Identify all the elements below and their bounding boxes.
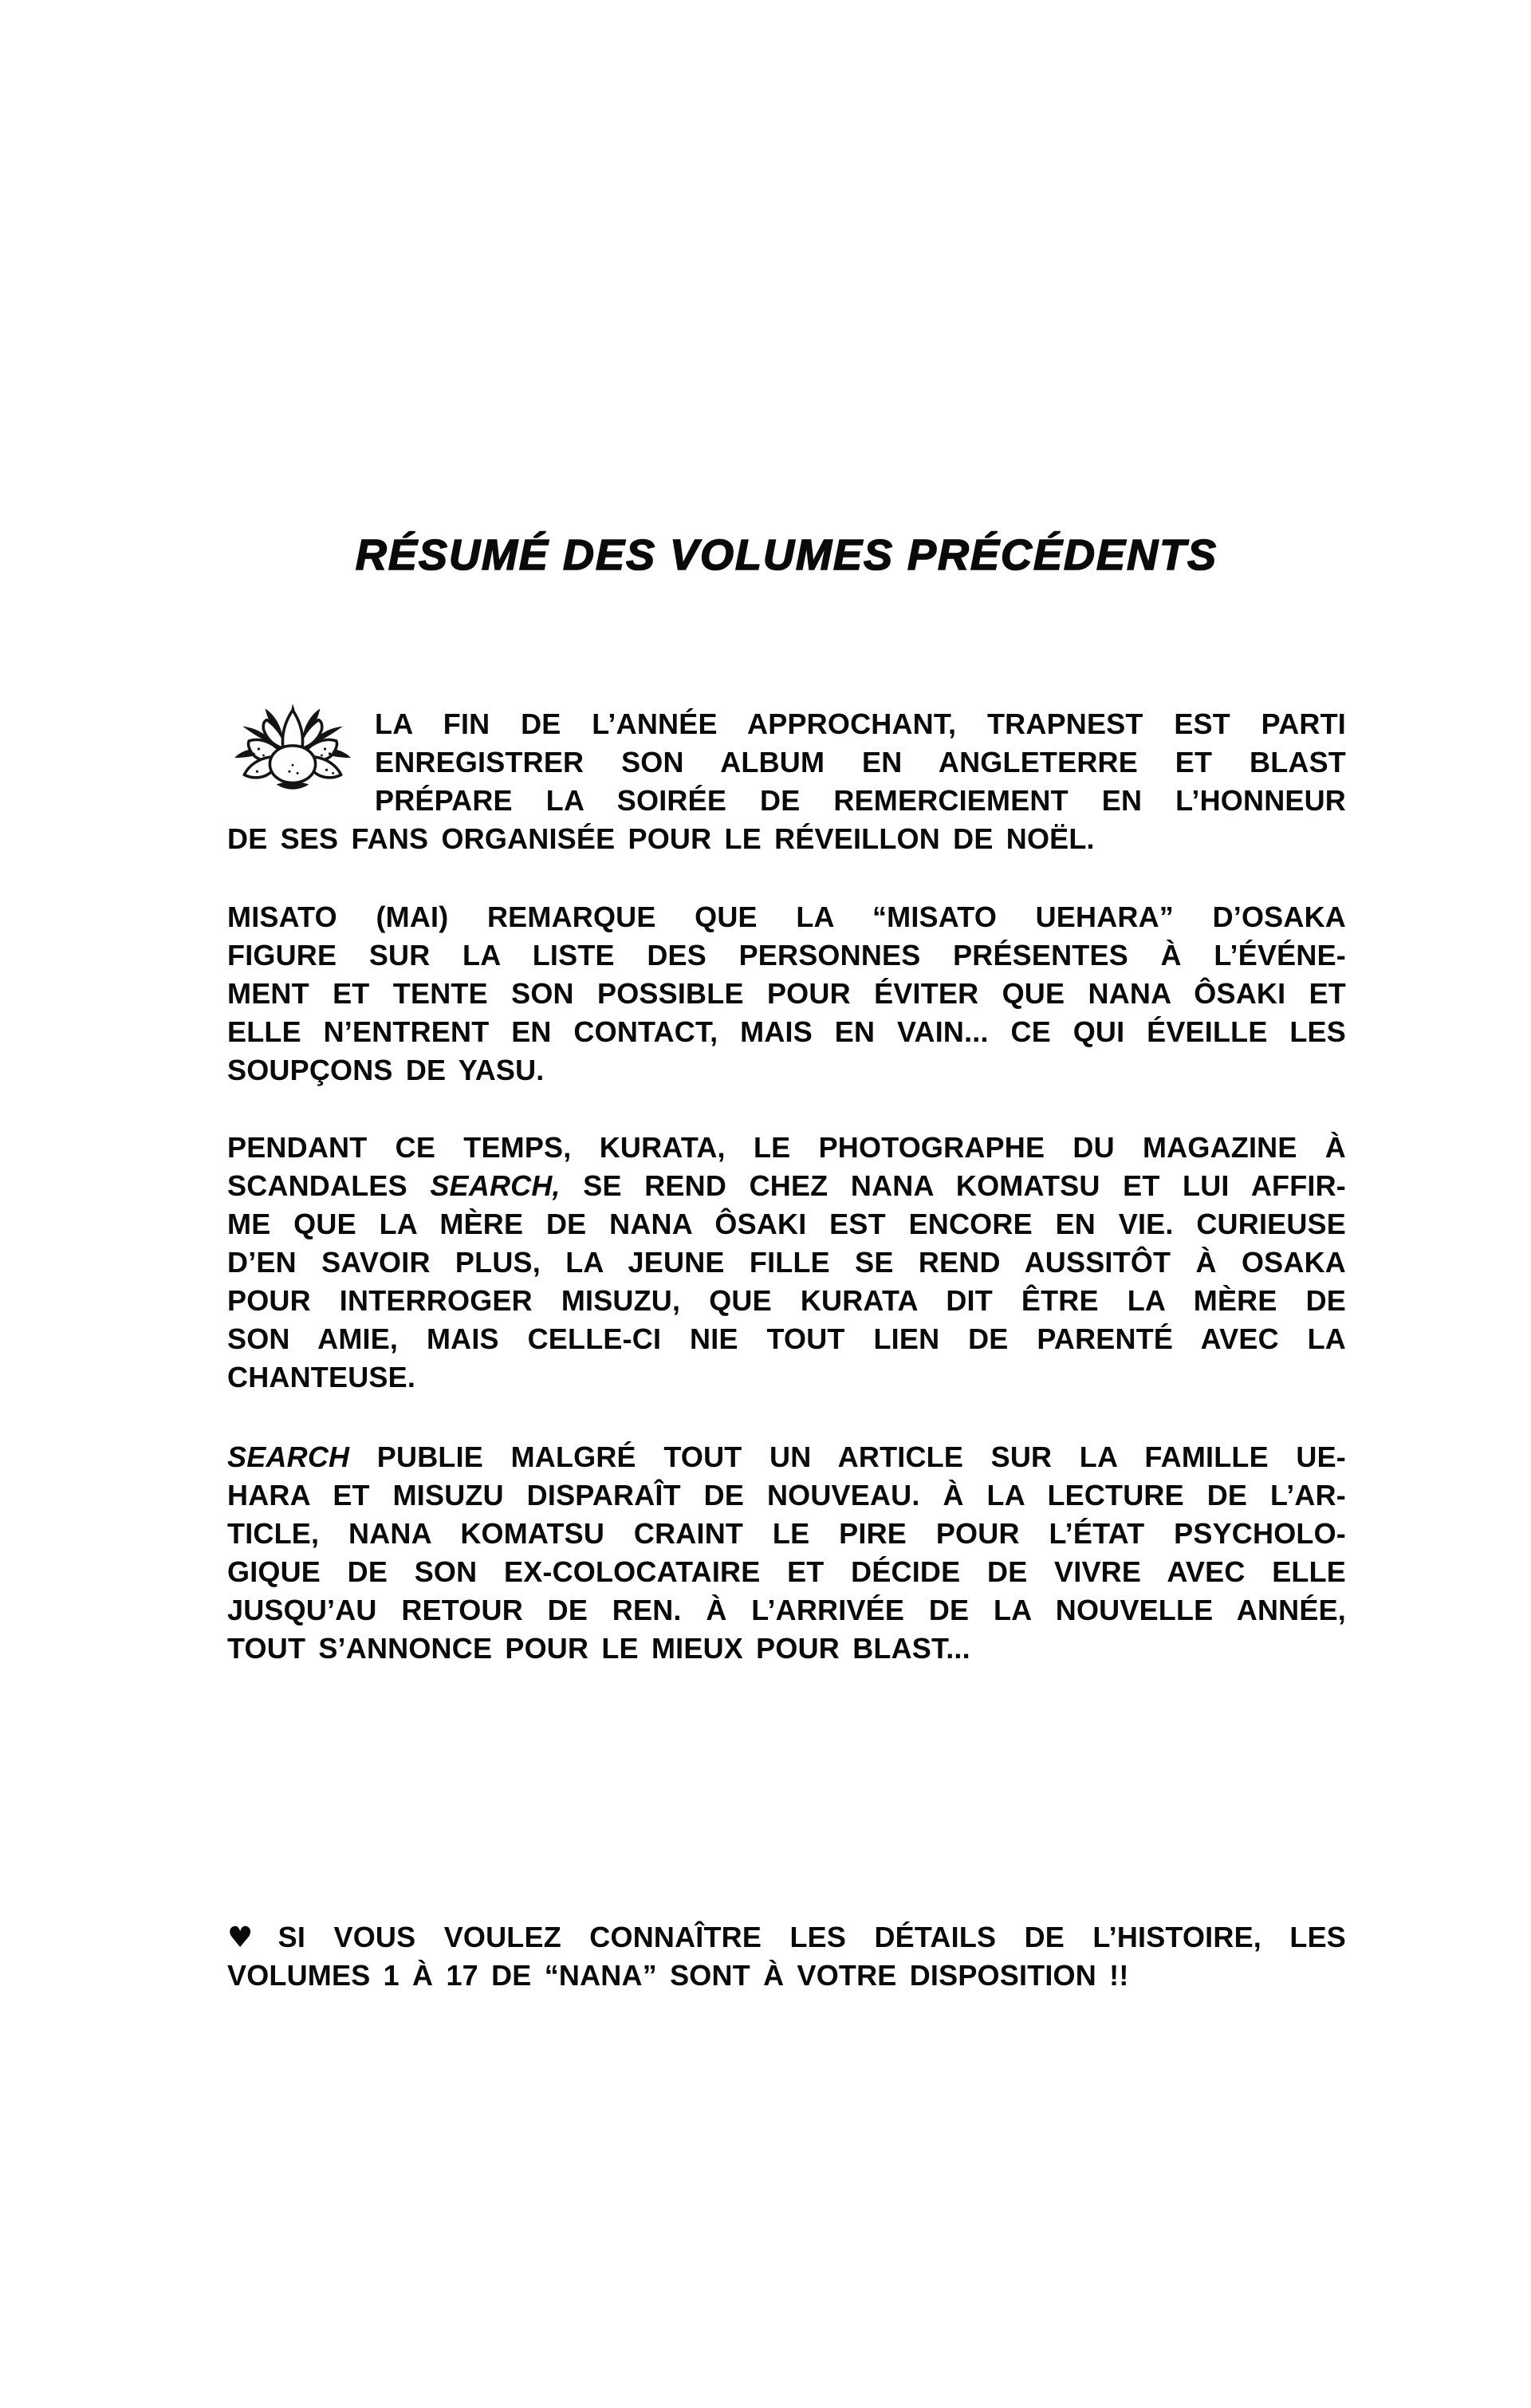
text-segment: SON AMIE, MAIS CELLE-CI NIE TOUT LIEN DE PARENTÉ AVEC LA: [227, 1322, 1346, 1355]
text-line: [227, 1553, 1346, 1591]
text-segment: POUR INTERROGER MISUZU, QUE KURATA DIT ÊTRE LA MÈRE DE: [227, 1284, 1346, 1317]
text-line: [227, 1515, 1346, 1553]
text-line: [227, 1167, 1346, 1205]
text-line: [227, 1129, 1346, 1167]
text-segment: VOLUMES 1 À 17 DE “NANA” SONT À VOTRE DISPOSITION !!: [227, 1959, 1129, 1992]
text-line: [227, 898, 1346, 936]
text-line: [227, 1358, 1346, 1397]
text-line: [227, 1591, 1346, 1630]
text-line: [227, 975, 1346, 1013]
text-segment: ENREGISTRER SON ALBUM EN ANGLETERRE ET BLAST: [375, 746, 1346, 778]
text-segment: SEARCH: [227, 1440, 350, 1473]
text-line: [227, 1243, 1346, 1282]
page-title: RÉSUMÉ DES VOLUMES PRÉCÉDENTS: [355, 531, 1218, 579]
text-line: [227, 1051, 1346, 1090]
text-line: [227, 1205, 1346, 1243]
text-line: [227, 1630, 1346, 1668]
text-segment: TOUT S’ANNONCE POUR LE MIEUX POUR BLAST...: [227, 1632, 970, 1665]
text-segment: GIQUE DE SON EX-COLOCATAIRE ET DÉCIDE DE VIVRE AVEC ELLE: [227, 1555, 1346, 1588]
text-line: [227, 1320, 1346, 1358]
text-segment: ELLE N’ENTRENT EN CONTACT, MAIS EN VAIN... CE QUI ÉVEILLE LES: [227, 1015, 1346, 1048]
text-line: [227, 1476, 1346, 1515]
text-line: [375, 705, 1346, 743]
text-segment: PRÉPARE LA SOIRÉE DE REMERCIEMENT EN L’HONNEUR: [375, 784, 1346, 817]
text-line: [375, 743, 1346, 782]
text-segment: ME QUE LA MÈRE DE NANA ÔSAKI EST ENCORE EN VIE. CURIEUSE: [227, 1208, 1346, 1240]
text-segment: MENT ET TENTE SON POSSIBLE POUR ÉVITER QUE NANA ÔSAKI ET: [227, 977, 1346, 1010]
text-segment: D’EN SAVOIR PLUS, LA JEUNE FILLE SE REND AUSSITÔT À OSAKA: [227, 1246, 1346, 1279]
text-segment: SE REND CHEZ NANA KOMATSU ET LUI AFFIR-: [560, 1169, 1346, 1202]
text-segment: PENDANT CE TEMPS, KURATA, LE PHOTOGRAPHE DU MAGAZINE À: [227, 1131, 1346, 1164]
paragraph-search-article: [227, 1438, 1346, 1668]
text-segment: JUSQU’AU RETOUR DE REN. À L’ARRIVÉE DE LA NOUVELLE ANNÉE,: [227, 1594, 1346, 1626]
text-segment: HARA ET MISUZU DISPARAÎT DE NOUVEAU. À LA LECTURE DE L’AR-: [227, 1479, 1346, 1511]
text-segment: FIGURE SUR LA LISTE DES PERSONNES PRÉSENTES À L’ÉVÉNE-: [227, 939, 1346, 971]
paragraph-misato: [227, 898, 1346, 1090]
paragraph-kurata: [227, 1129, 1346, 1397]
text-line: [227, 936, 1346, 975]
text-segment: TICLE, NANA KOMATSU CRAINT LE PIRE POUR L’ÉTAT PSYCHOLO-: [227, 1517, 1346, 1550]
text-segment: PUBLIE MALGRÉ TOUT UN ARTICLE SUR LA FAMILLE UE-: [349, 1440, 1346, 1473]
text-segment: LA FIN DE L’ANNÉE APPROCHANT, TRAPNEST EST PARTI: [375, 707, 1346, 740]
paragraph-footnote: [227, 1918, 1346, 1995]
text-line: [375, 782, 1346, 820]
text-line: [227, 820, 1346, 858]
text-line: [227, 1957, 1346, 1995]
text-line: [227, 1282, 1346, 1320]
text-segment: SEARCH,: [430, 1169, 561, 1202]
heart-icon: ♥: [227, 1921, 269, 1954]
text-segment: DE SES FANS ORGANISÉE POUR LE RÉVEILLON DE NOËL.: [227, 822, 1095, 855]
text-segment: MISATO (MAI) REMARQUE QUE LA “MISATO UEHARA” D’OSAKA: [227, 901, 1346, 933]
paragraph-intro: [227, 705, 1346, 858]
text-line: [227, 1013, 1346, 1051]
text-segment: CHANTEUSE.: [227, 1361, 416, 1393]
text-segment: SOUPÇONS DE YASU.: [227, 1054, 545, 1086]
text-segment: SI VOUS VOULEZ CONNAÎTRE LES DÉTAILS DE L’HISTOIRE, LES: [277, 1921, 1346, 1953]
text-segment: SCANDALES: [227, 1169, 431, 1202]
text-line: [227, 1438, 1346, 1476]
text-line: [227, 1918, 1346, 1957]
